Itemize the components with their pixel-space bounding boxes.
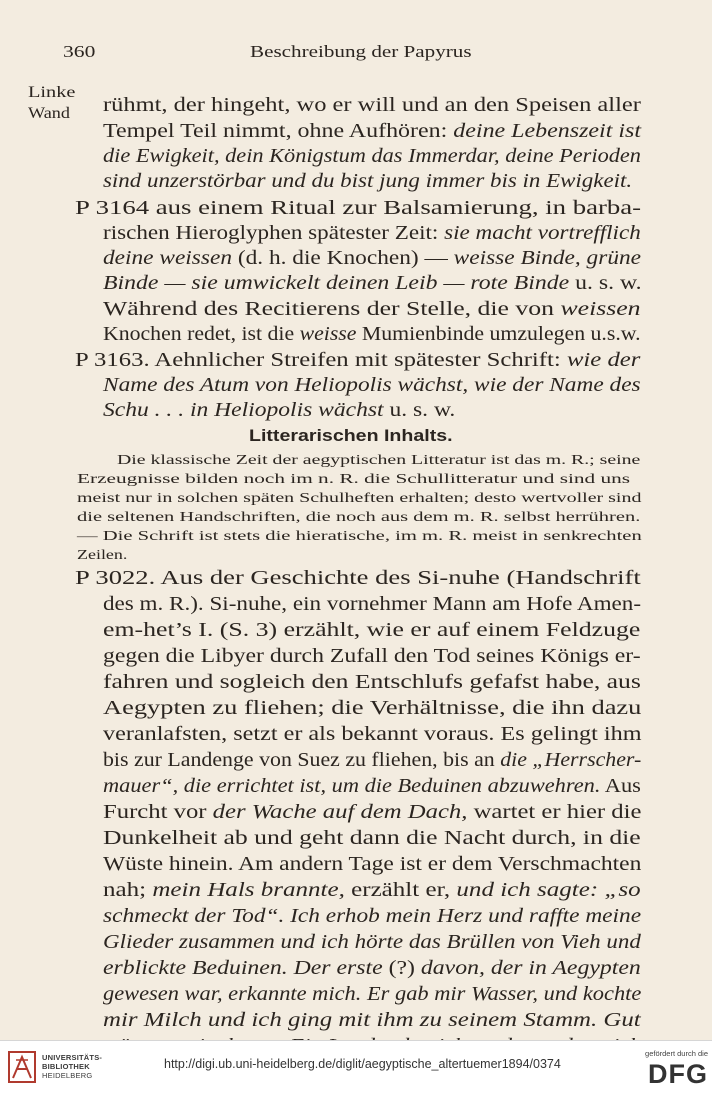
italic-run: Name des Atum von Heliopolis wächst, wie der Name des bbox=[103, 373, 641, 396]
text-run: Dunkelheit ab und geht dann die Nacht durch, in die bbox=[103, 826, 641, 849]
text-line bbox=[77, 528, 642, 544]
text-line bbox=[103, 723, 642, 746]
text-line bbox=[103, 593, 641, 616]
dfg-funding-badge bbox=[628, 1045, 708, 1089]
text-line bbox=[75, 567, 641, 590]
italic-run: gewesen war, erkannte mich. Er gab mir Wasser, und kochte bbox=[103, 982, 642, 1005]
text-run: Aus bbox=[600, 774, 641, 797]
text-run: Furcht vor bbox=[103, 800, 213, 823]
text-line bbox=[103, 94, 641, 117]
text-run: P 3163. Aehnlicher Streifen mit spätester Schrift: bbox=[75, 348, 567, 371]
italic-run: die „Herrscher- bbox=[500, 748, 642, 771]
text-run: Die klassische Zeit der aegyptischen Litteratur ist das m. R.; seine bbox=[117, 452, 641, 467]
dfg-logo: DFG bbox=[648, 1059, 708, 1089]
text-run: P 3164 aus einem Ritual zur Balsamierung, in barba- bbox=[75, 196, 642, 219]
italic-run: und ich sagte: „so bbox=[456, 878, 641, 901]
text-line bbox=[103, 697, 641, 720]
text-line bbox=[77, 490, 641, 506]
text-run: Tempel Teil nimmt, ohne Aufhören: bbox=[103, 119, 454, 142]
text-line bbox=[103, 749, 641, 772]
text-line bbox=[103, 645, 641, 668]
text-line bbox=[103, 120, 641, 143]
text-run: rühmt, der hingeht, wo er will und an den Speisen aller bbox=[103, 93, 641, 116]
text-run: Mumienbinde umzulegen u.s.w. bbox=[356, 322, 641, 345]
italic-run: davon, der in Aegypten bbox=[420, 956, 641, 979]
text-line bbox=[75, 349, 640, 372]
margin-note-line2: Wand bbox=[28, 105, 70, 122]
italic-run: der Wache auf dem Dach, bbox=[212, 800, 468, 823]
section-heading bbox=[249, 427, 453, 446]
text-line bbox=[103, 247, 641, 270]
text-line bbox=[103, 272, 642, 295]
italic-run: Glieder zusammen und ich hörte das Brüllen von Vieh und bbox=[103, 930, 641, 953]
text-run: Aegypten zu fliehen; die Verhältnisse, die ihn dazu bbox=[103, 696, 642, 719]
text-run: em-het’s I. (S. 3) erzählt, wie er auf einem Feldzuge bbox=[103, 618, 641, 641]
viewer-footer bbox=[0, 1040, 712, 1093]
text-run: Zeilen. bbox=[77, 547, 128, 562]
italic-run: wie der bbox=[566, 348, 641, 371]
dfg-caption: gefördert durch die bbox=[645, 1049, 708, 1058]
text-run: P 3022. Aus der Geschichte des Si-nuhe (Handschrift bbox=[75, 566, 641, 589]
text-run: des m. R.). Si-nuhe, ein vornehmer Mann am Hofe Amen- bbox=[103, 592, 642, 615]
text-line bbox=[103, 931, 641, 954]
text-run: Litterarischen Inhalts. bbox=[249, 426, 453, 445]
italic-run: sind unzerstörbar und du bist jung immer bis in Ewigkeit. bbox=[103, 169, 633, 192]
italic-run: Binde — sie umwickelt deinen Leib — rote Binde bbox=[103, 271, 570, 294]
text-line bbox=[103, 374, 641, 397]
page-number: 360 bbox=[63, 42, 96, 61]
text-line bbox=[103, 775, 641, 798]
italic-run: deine Lebenszeit ist bbox=[453, 119, 641, 142]
text-run: Erzeugnisse bilden noch im n. R. die Schullitteratur und sind uns bbox=[77, 471, 631, 486]
text-line bbox=[103, 801, 641, 824]
text-line bbox=[103, 671, 641, 694]
text-line bbox=[117, 452, 640, 468]
italic-run: mein Hals brannte, bbox=[152, 878, 345, 901]
text-line bbox=[77, 471, 630, 487]
text-line bbox=[103, 827, 641, 850]
text-line bbox=[103, 957, 641, 980]
text-line bbox=[75, 197, 641, 220]
text-line bbox=[103, 905, 641, 928]
italic-run: sie macht vortrefflich bbox=[444, 221, 641, 244]
text-line bbox=[103, 222, 641, 245]
italic-run: deine weissen bbox=[103, 246, 232, 269]
text-run: gegen die Libyer durch Zufall den Tod seines Königs er- bbox=[103, 644, 641, 667]
italic-run: mir Milch und ich ging mit ihm zu seinem Stamm. Gut bbox=[103, 1008, 641, 1031]
text-line bbox=[103, 1009, 641, 1032]
logo-text-line2: BIBLIOTHEK bbox=[42, 1062, 90, 1071]
university-library-logo bbox=[8, 1047, 128, 1087]
text-run: (?) bbox=[382, 956, 421, 979]
text-line bbox=[103, 323, 641, 346]
italic-run: mauer“, die errichtet ist, um die Beduinen abzuwehren. bbox=[103, 774, 601, 797]
text-run: bis zur Landenge von Suez zu fliehen, bis an bbox=[103, 748, 501, 771]
text-line bbox=[77, 547, 127, 563]
logo-text-line1: UNIVERSITÄTS- bbox=[42, 1053, 103, 1062]
italic-run: erblickte Beduinen. Der erste bbox=[103, 956, 383, 979]
permalink-url[interactable]: http://digi.ub.uni-heidelberg.de/diglit/aegyptische_altertuemer1894/0374 bbox=[164, 1057, 561, 1071]
text-line bbox=[103, 619, 640, 642]
margin-note-line1: Linke bbox=[28, 84, 76, 101]
italic-run: die Ewigkeit, dein Königstum das Immerdar, deine Perioden bbox=[103, 144, 641, 167]
text-run: (d. h. die Knochen) — bbox=[231, 246, 454, 269]
text-run: u. s. w. bbox=[383, 398, 456, 421]
text-run: erzählt er, bbox=[344, 878, 457, 901]
text-run: u. s. w. bbox=[569, 271, 642, 294]
text-line bbox=[103, 983, 641, 1006]
text-line bbox=[103, 879, 641, 902]
italic-run: weisse Binde, grüne bbox=[453, 246, 642, 269]
italic-run: schmeckt der Tod“. Ich erhob mein Herz und raffte meine bbox=[103, 904, 642, 927]
logo-text-line3: HEIDELBERG bbox=[42, 1071, 93, 1080]
text-run: meist nur in solchen späten Schulheften erhalten; desto wertvoller sind bbox=[77, 490, 642, 505]
text-run: fahren und sogleich den Entschlufs gefafst habe, aus bbox=[103, 670, 641, 693]
heidelberg-seal-icon bbox=[8, 1051, 36, 1083]
text-line bbox=[103, 145, 641, 168]
text-run: nah; bbox=[103, 878, 153, 901]
text-line bbox=[77, 509, 640, 525]
text-line bbox=[103, 170, 632, 193]
text-run: die seltenen Handschriften, die noch aus dem m. R. selbst herrühren. bbox=[77, 509, 641, 524]
text-line bbox=[103, 298, 641, 321]
italic-run: weisse bbox=[299, 322, 357, 345]
running-title: Beschreibung der Papyrus bbox=[250, 42, 472, 61]
text-run: wartet er hier die bbox=[467, 800, 642, 823]
text-run: rischen Hieroglyphen spätester Zeit: bbox=[103, 221, 445, 244]
text-run: veranlafsten, setzt er als bekannt voraus. Es gelingt ihm bbox=[103, 722, 642, 745]
text-line bbox=[103, 853, 641, 876]
italic-run: weissen bbox=[560, 297, 641, 320]
italic-run: Schu . . . in Heliopolis wächst bbox=[103, 398, 384, 421]
text-line bbox=[103, 399, 455, 422]
text-run: — Die Schrift ist stets die hieratische, im m. R. meist in senkrechten bbox=[77, 528, 642, 543]
text-run: Während des Recitierens der Stelle, die von bbox=[103, 297, 561, 320]
text-run: Wüste hinein. Am andern Tage ist er dem Verschmachten bbox=[103, 852, 642, 875]
text-run: Knochen redet, ist die bbox=[103, 322, 300, 345]
